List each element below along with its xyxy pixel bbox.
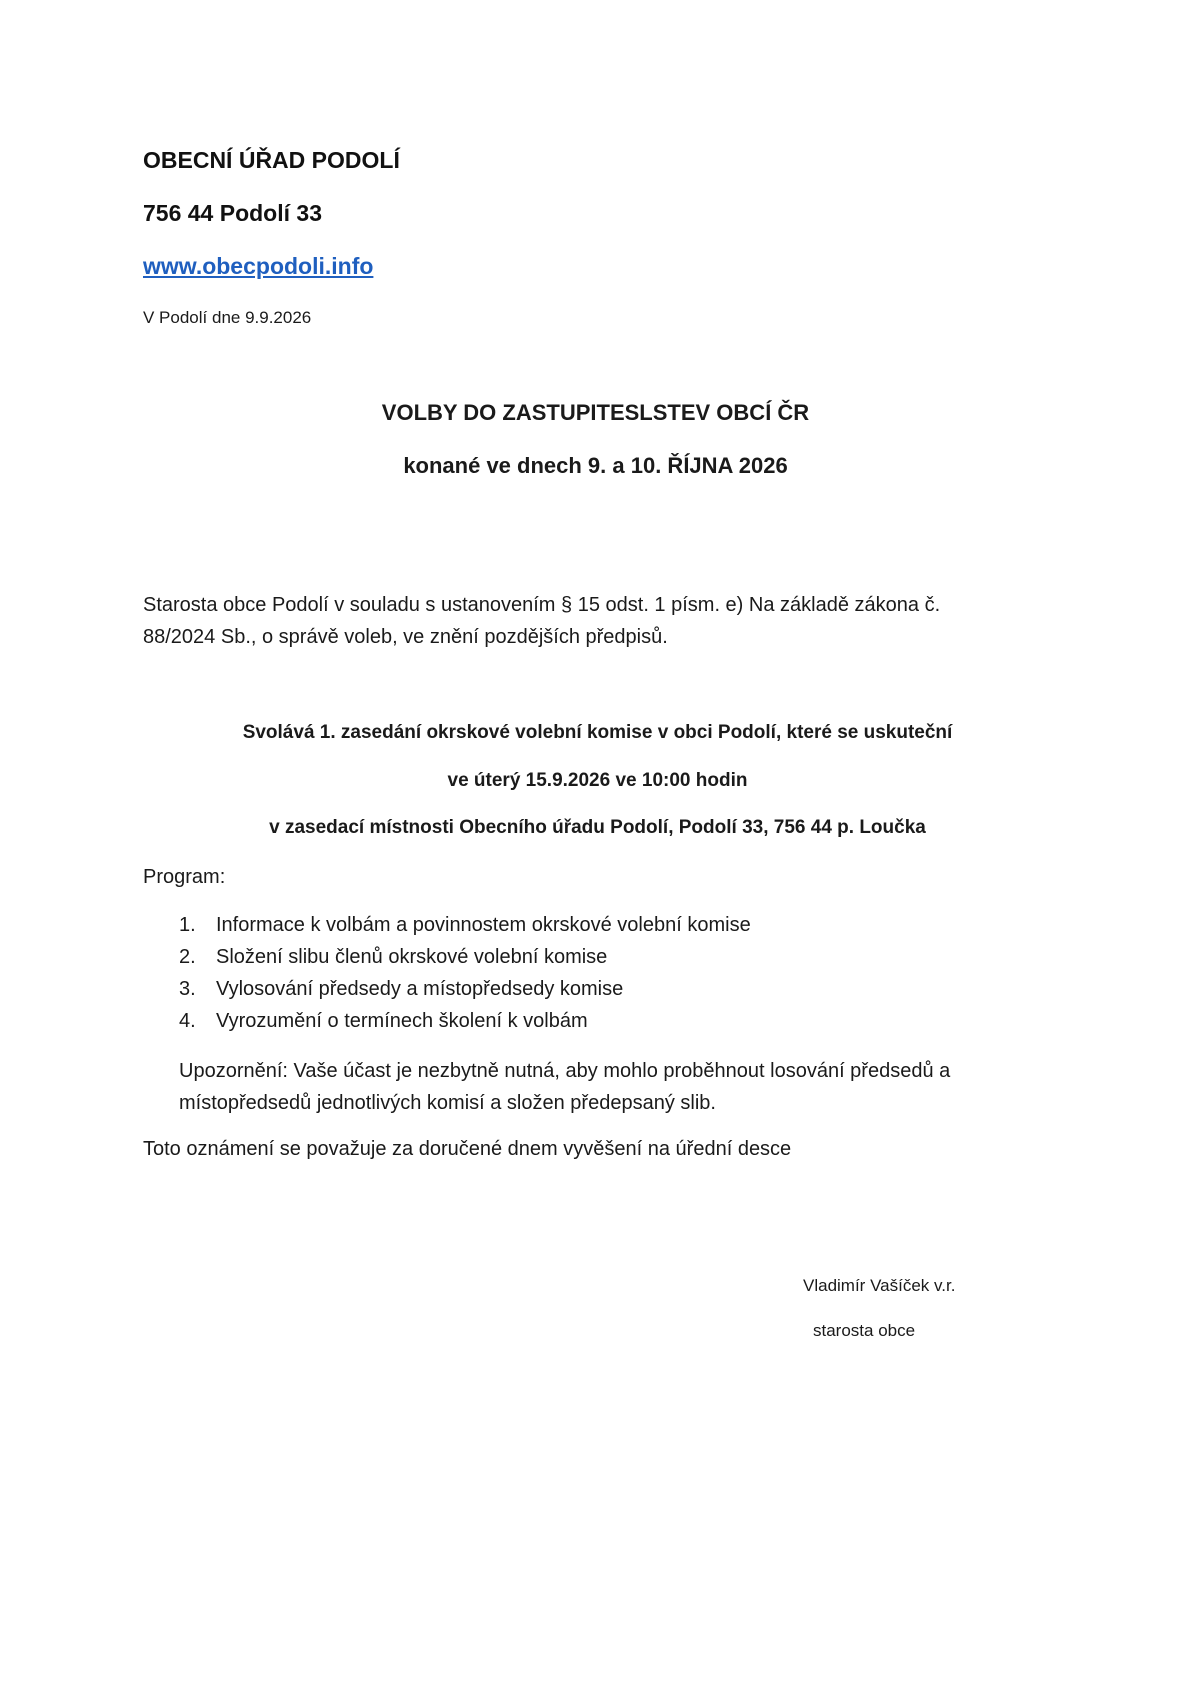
program-item: [179, 973, 623, 1005]
closing-statement: Toto oznámení se považuje za doručené dnem vyvěšení na úřední desce: [143, 1138, 792, 1160]
program-item-text: Složení slibu členů okrskové volební komise: [216, 946, 608, 968]
summons-line-1: Svolává 1. zasedání okrskové volební komise v obci Podolí, které se uskuteční: [242, 722, 953, 743]
program-item-number: 2.: [179, 946, 196, 968]
program-item-number: 4.: [179, 1010, 196, 1032]
document-subtitle: konané ve dnech 9. a 10. ŘÍJNA 2026: [403, 453, 788, 478]
intro-line-1: Starosta obce Podolí v souladu s ustanovením § 15 odst. 1 písm. e) Na základě zákona č.: [143, 594, 941, 616]
signature-name: Vladimír Vašíček v.r.: [803, 1276, 956, 1295]
program-item-text: Vylosování předsedy a místopředsedy komise: [216, 978, 624, 1000]
website-link[interactable]: www.obecpodoli.info: [143, 253, 374, 279]
program-item-text: Vyrozumění o termínech školení k volbám: [216, 1010, 588, 1032]
program-item-number: 1.: [179, 914, 196, 936]
summons-date: ve úterý 15.9.2026 ve 10:00 hodin: [447, 770, 748, 791]
notice-line-2: místopředsedů jednotlivých komisí a složen předepsaný slib.: [179, 1092, 716, 1114]
document-title: VOLBY DO ZASTUPITESLSTEV OBCÍ ČR: [381, 400, 810, 425]
date-line: V Podolí dne 9.9.2026: [143, 308, 312, 327]
program-item-text: Informace k volbám a povinnostem okrskové volební komise: [216, 914, 751, 936]
office-address: 756 44 Podolí 33: [143, 200, 322, 226]
program-item: [179, 909, 751, 941]
office-name: OBECNÍ ÚŘAD PODOLÍ: [143, 147, 400, 173]
program-item-number: 3.: [179, 978, 196, 1000]
signature-role: starosta obce: [813, 1321, 916, 1340]
program-item: [179, 1005, 588, 1037]
summons-location: v zasedací místnosti Obecního úřadu Podolí, Podolí 33, 756 44 p. Loučka: [269, 817, 926, 838]
intro-line-2: 88/2024 Sb., o správě voleb, ve znění pozdějších předpisů.: [143, 626, 668, 648]
program-label: Program:: [143, 866, 226, 888]
program-item: [179, 941, 607, 973]
notice-line-1: Upozornění: Vaše účast je nezbytně nutná, aby mohlo proběhnout losování předsedů a: [179, 1060, 951, 1082]
